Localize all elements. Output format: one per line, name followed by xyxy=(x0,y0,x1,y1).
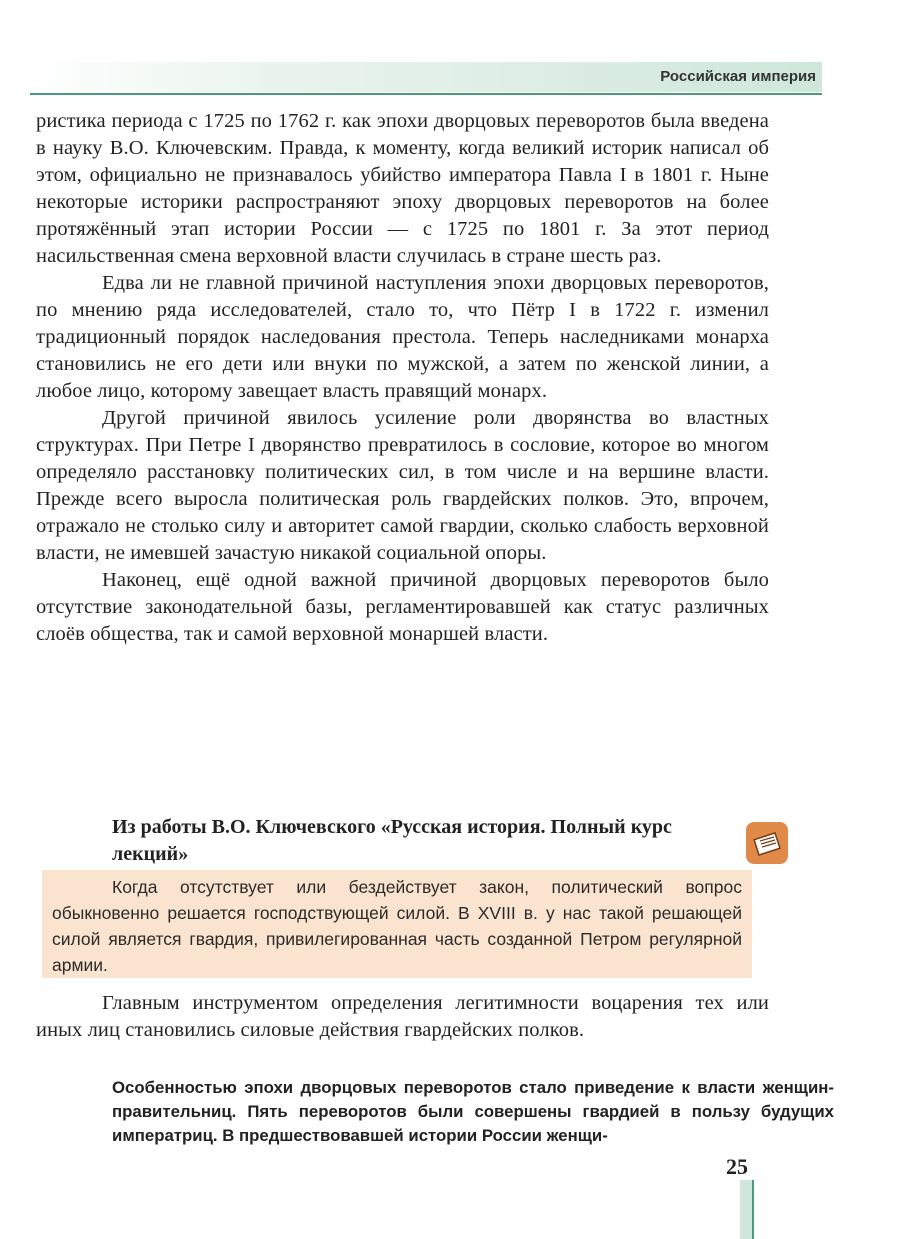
paragraph-legitimacy: Главным инструментом определения легитимности воцарения тех или иных лиц становились силовые действия гвардейских полков. xyxy=(36,992,769,1041)
main-text xyxy=(36,108,769,648)
page-number: 25 xyxy=(726,1154,748,1179)
margin-rule xyxy=(752,1180,754,1239)
paragraph-nobility: Другой причиной явилось усиление роли дворянства во властных структурах. При Петре I дворянство превратилось в сословие, которое во многом определяло расстановку политических сил, в том числе и на вершине власти. Прежде всего выросла политическая роль гвардейских полков. Это, впрочем, отражало не столько силу и авторитет самой гвардии, сколько слабость верховной власти, не имевшей зачастую никакой социальной опоры. xyxy=(36,407,769,564)
book-icon xyxy=(746,822,788,864)
paragraph-succession: Едва ли не главной причиной наступления эпохи дворцовых переворотов, по мнению ряда исследователей, стало то, что Пётр I в 1722 г. изменил традиционный порядок наследования престола. Теперь наследниками монарха становились не его дети или внуки по мужской, а затем по женской линии, а любое лицо, которому завещает власть правящий монарх. xyxy=(36,272,769,402)
main-text-continued xyxy=(36,990,769,1044)
header-rule xyxy=(30,93,822,95)
running-header-title: Российская империя xyxy=(660,68,816,85)
paragraph-legal-base: Наконец, ещё одной важной причиной дворцовых переворотов было отсутствие законодательной базы, регламентировавшей как статус различных слоёв общества, так и самой верховной монаршей власти. xyxy=(36,569,769,645)
source-title: Из работы В.О. Ключевского «Русская история. Полный курс лекций» xyxy=(112,816,672,865)
paragraph-continued: ристика периода с 1725 по 1762 г. как эпохи дворцовых переворотов была введена в науку В.О. Ключевским. Правда, к моменту, когда великий историк написал об этом, официально не признавалось убийство императора Павла I в 1801 г. Ныне некоторые историки распространяют эпоху дворцовых переворотов на более протяжённый этап истории России — с 1725 по 1801 г. За этот период насильственная смена верховной власти случилась в стране шесть раз. xyxy=(36,110,769,267)
margin-strip xyxy=(740,1180,752,1239)
source-quote: Когда отсутствует или бездействует закон, политический вопрос обыкновенно решается господствующей силой. В XVIII в. у нас такой решающей силой является гвардия, привилегированная часть созданной Петром регулярной армии. xyxy=(52,877,742,975)
highlight-text: Особенностью эпохи дворцовых переворотов стало приведение к власти женщин-правительниц. Пять переворотов были совершены гвардией в пользу будущих императриц. В предшествовавшей истории России женщи- xyxy=(112,1078,834,1145)
